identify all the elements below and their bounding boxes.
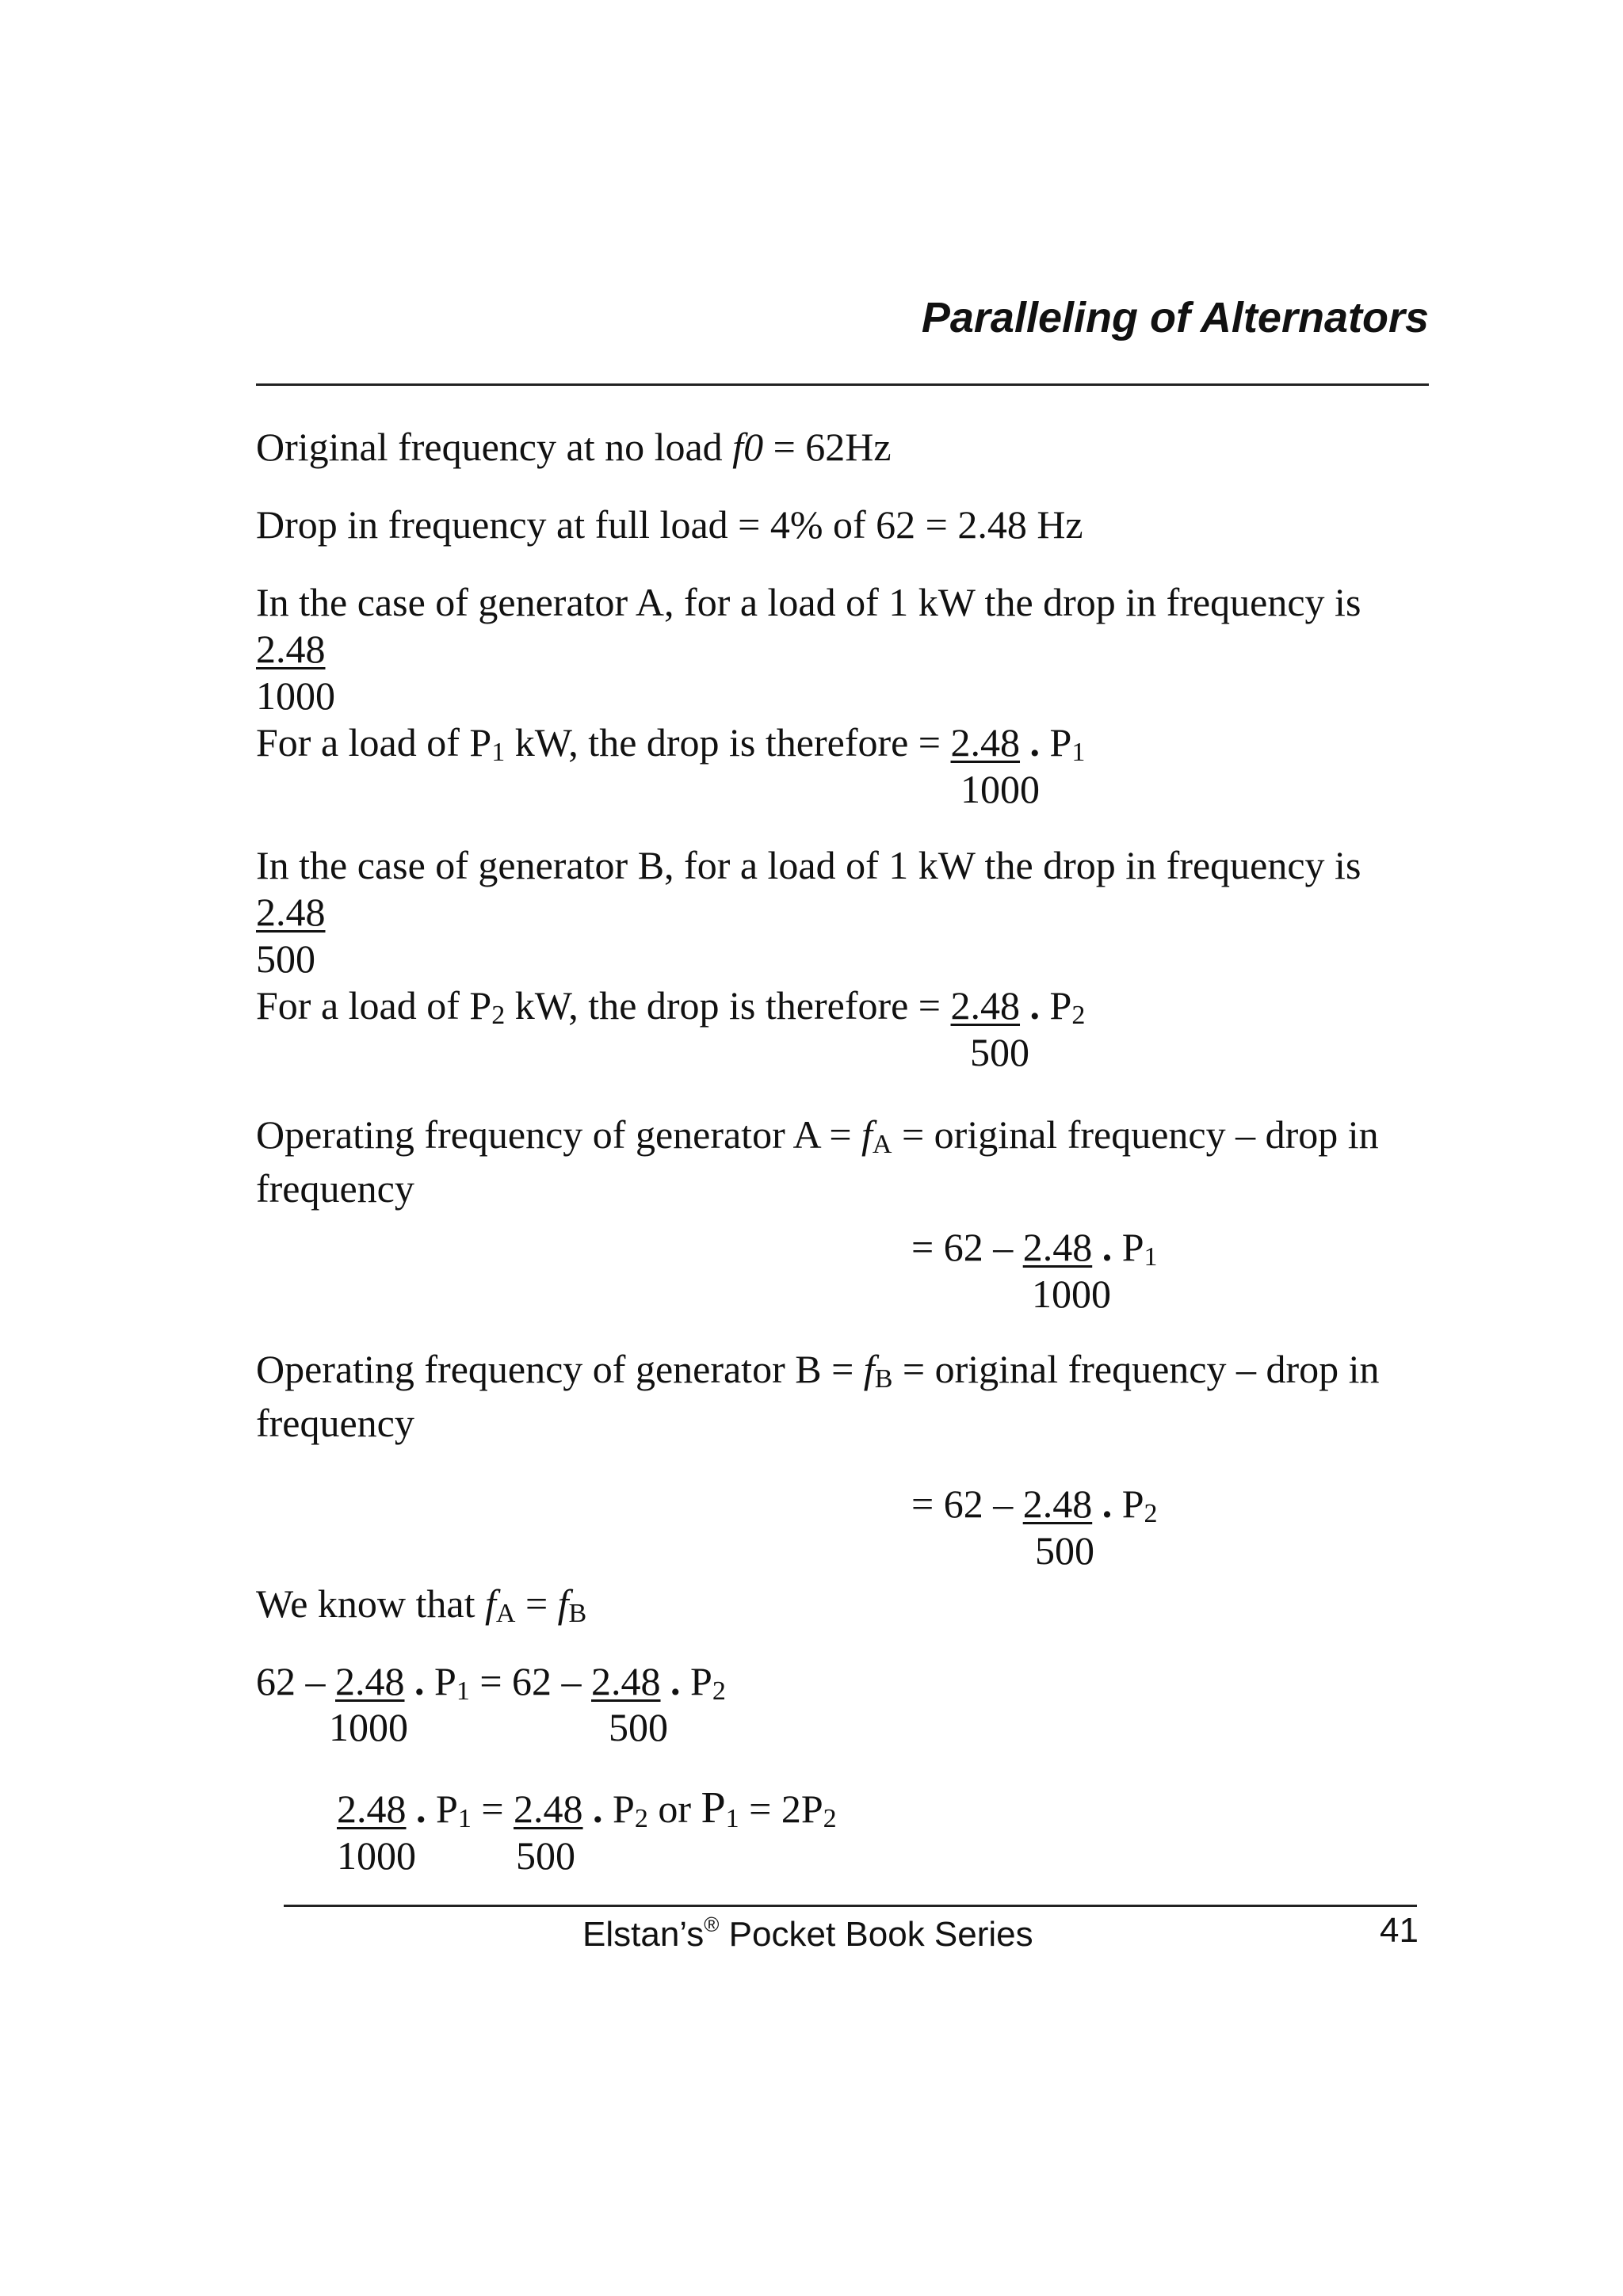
subscript: 2	[491, 1001, 506, 1030]
generator-a-drop-line: In the case of generator A, for a load of 1 kW the drop in frequency is	[256, 580, 1361, 624]
fraction-numerator: 2.48	[256, 627, 326, 671]
text: For a load of P	[256, 720, 492, 765]
subscript: B	[874, 1364, 893, 1394]
text: We know that	[256, 1581, 485, 1626]
footer-rule	[284, 1905, 1417, 1907]
text: or	[647, 1787, 701, 1831]
text: = 62 –	[911, 1482, 1023, 1526]
generator-b-drop-line: In the case of generator B, for a load of 1 kW the drop in frequency is	[256, 843, 1361, 887]
text: Operating frequency of generator B =	[256, 1347, 864, 1391]
subscript: A	[872, 1130, 892, 1159]
text: = original frequency – drop in	[892, 1347, 1380, 1391]
generator-a-load-p1-line	[256, 719, 1085, 765]
series-title	[582, 1913, 1033, 1956]
multiply-dot: .	[593, 1787, 603, 1831]
subscript: 1	[491, 738, 506, 767]
text: = 62 –	[469, 1659, 592, 1703]
multiply-dot: .	[1102, 1482, 1113, 1526]
text: = 2P	[739, 1787, 823, 1831]
equal-frequency-line	[256, 1581, 586, 1627]
text: Pocket Book Series	[719, 1915, 1033, 1954]
operating-frequency-b-equation	[911, 1481, 1158, 1527]
text: =	[515, 1581, 558, 1626]
fraction-numerator: 2.48	[950, 983, 1021, 1028]
multiply-dot: .	[414, 1659, 425, 1703]
fraction-denominator: 500	[1035, 1528, 1094, 1573]
text: kW, the drop is therefore =	[505, 720, 951, 765]
fraction-numerator: 2.48	[256, 890, 326, 934]
operating-frequency-b-line	[256, 1346, 1380, 1392]
text: =	[471, 1787, 514, 1831]
subscript: 1	[725, 1804, 739, 1833]
operating-frequency-b-continued: frequency	[256, 1401, 414, 1445]
subscript: B	[568, 1599, 587, 1628]
text: = 62 –	[911, 1225, 1023, 1269]
fraction-denominator: 500	[516, 1833, 575, 1878]
fraction-denominator: 1000	[329, 1705, 408, 1749]
text: P	[1112, 1225, 1144, 1269]
subscript: A	[495, 1599, 516, 1628]
text: kW, the drop is therefore =	[505, 983, 951, 1028]
subscript: 2	[712, 1676, 726, 1706]
fraction-numerator: 2.48	[335, 1659, 405, 1703]
text: P	[424, 1659, 456, 1703]
text: = 62Hz	[763, 425, 892, 469]
variable-f0: f0	[732, 425, 764, 469]
fraction-denominator: 1000	[960, 767, 1040, 811]
subscript: 1	[456, 1676, 470, 1706]
multiply-dot: .	[1029, 983, 1041, 1028]
subscript: 2	[1144, 1499, 1158, 1528]
fraction-denominator: 500	[609, 1705, 668, 1749]
equality-equation	[256, 1658, 726, 1704]
fraction-numerator: 2.48	[1022, 1225, 1093, 1269]
text: P	[701, 1783, 726, 1833]
registered-mark: ®	[704, 1913, 720, 1936]
fraction-denominator: 500	[970, 1030, 1029, 1074]
operating-frequency-a-equation	[911, 1224, 1158, 1270]
fraction-denominator: 1000	[337, 1833, 416, 1878]
subscript: 2	[1071, 1001, 1086, 1030]
page-title: Paralleling of Alternators	[921, 294, 1429, 341]
generator-b-load-p2-line	[256, 982, 1085, 1028]
text: 62 –	[256, 1659, 335, 1703]
full-load-drop-line: Drop in frequency at full load = 4% of 62 = 2.48 Hz	[256, 502, 1083, 547]
fraction-numerator: 2.48	[950, 720, 1021, 765]
text: Elstan’s	[582, 1915, 705, 1954]
fraction-denominator: 1000	[1032, 1272, 1111, 1316]
fraction-numerator: 2.48	[1022, 1482, 1093, 1526]
variable-f: f	[484, 1581, 496, 1626]
multiply-dot: .	[1029, 720, 1041, 765]
result-equation	[337, 1785, 837, 1832]
text: Operating frequency of generator A =	[256, 1112, 862, 1157]
subscript: 2	[823, 1804, 837, 1833]
multiply-dot: .	[1102, 1225, 1113, 1269]
fraction-denominator: 1000	[256, 673, 335, 718]
subscript: 1	[457, 1804, 472, 1833]
text: P	[602, 1787, 635, 1831]
subscript: 2	[634, 1804, 648, 1833]
no-load-frequency-line	[256, 424, 892, 470]
fraction-numerator: 2.48	[337, 1787, 407, 1831]
text: P	[426, 1787, 458, 1831]
multiply-dot: .	[416, 1787, 426, 1831]
text: P	[680, 1659, 712, 1703]
multiply-dot: .	[670, 1659, 681, 1703]
operating-frequency-a-line	[256, 1112, 1379, 1158]
text: P	[1040, 983, 1072, 1028]
subscript: 1	[1144, 1242, 1158, 1272]
operating-frequency-a-continued: frequency	[256, 1166, 414, 1211]
text: P	[1040, 720, 1072, 765]
fraction-denominator: 500	[256, 936, 315, 981]
variable-f: f	[861, 1112, 873, 1157]
text: P	[1112, 1482, 1144, 1526]
variable-f: f	[863, 1347, 875, 1391]
fraction-numerator: 2.48	[514, 1787, 583, 1831]
subscript: 1	[1071, 738, 1086, 767]
variable-f: f	[557, 1581, 569, 1626]
page-number: 41	[1380, 1911, 1419, 1950]
fraction-numerator: 2.48	[591, 1659, 661, 1703]
text: For a load of P	[256, 983, 492, 1028]
text: Original frequency at no load	[256, 425, 733, 469]
text: = original frequency – drop in	[892, 1112, 1379, 1157]
header-rule	[256, 383, 1429, 386]
